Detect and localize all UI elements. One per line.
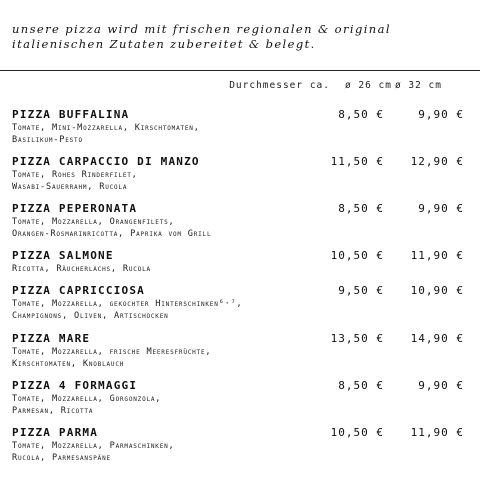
menu-item-4-formaggi [12, 379, 472, 417]
item-name: PIZZA CARPACCIO DI MANZO [12, 155, 200, 168]
price-32: 10,90 € [410, 284, 464, 297]
item-name: PIZZA PEPERONATA [12, 202, 138, 215]
item-description: Tomate, Mozzarella, frische Meeresfrüchte, Kirschtomaten, Knoblauch [12, 347, 212, 369]
size-header [0, 80, 480, 94]
size-26-label: ø 26 cm [344, 80, 392, 91]
price-32: 12,90 € [410, 155, 464, 168]
size-32-label: ø 32 cm [394, 80, 442, 91]
intro-line-1: unsere pizza wird mit frischen regionalen & original [12, 22, 391, 36]
price-32: 9,90 € [418, 379, 464, 392]
item-name: PIZZA SALMONE [12, 249, 114, 262]
item-name: PIZZA MARE [12, 332, 91, 345]
item-name: PIZZA CAPRICCIOSA [12, 284, 145, 297]
price-26: 8,50 € [338, 379, 384, 392]
menu-item-buffalina [12, 108, 472, 146]
item-description: Tomate, Mozzarella, gekochter Hinterschinken⁶·⁷, Champignons, Oliven, Artischocken [12, 299, 243, 321]
item-name: PIZZA 4 FORMAGGI [12, 379, 138, 392]
menu-item-peperonata [12, 202, 472, 240]
menu-item-parma [12, 426, 472, 464]
menu-item-salmone [12, 249, 472, 275]
intro-line-2: italienischen Zutaten zubereitet & belegt. [12, 37, 316, 51]
price-32: 9,90 € [418, 202, 464, 215]
menu-item-mare [12, 332, 472, 370]
item-description: Tomate, Rohes Rinderfilet, Wasabi-Sauerrahm, Rucola [12, 170, 138, 192]
price-26: 11,50 € [330, 155, 384, 168]
item-description: Ricotta, Räucherlachs, Rucola [12, 264, 151, 274]
item-description: Tomate, Mini-Mozzarella, Kirschtomaten, Basilikum-Pesto [12, 123, 200, 145]
price-32: 11,90 € [410, 249, 464, 262]
price-26: 10,50 € [330, 426, 384, 439]
item-description: Tomate, Mozzarella, Gorgonzola, Parmesan, Ricotta [12, 394, 162, 416]
price-26: 8,50 € [338, 202, 384, 215]
item-name: PIZZA PARMA [12, 426, 99, 439]
intro-text [12, 22, 472, 52]
price-26: 13,50 € [330, 332, 384, 345]
price-26: 10,50 € [330, 249, 384, 262]
price-26: 9,50 € [338, 284, 384, 297]
price-32: 14,90 € [410, 332, 464, 345]
diameter-label: Durchmesser ca. [229, 80, 330, 91]
item-description: Tomate, Mozzarella, Parmaschinken, Rucola, Parmesanspäne [12, 441, 175, 463]
menu-item-capricciosa [12, 284, 472, 322]
menu-item-carpaccio [12, 155, 472, 193]
price-32: 9,90 € [418, 108, 464, 121]
price-26: 8,50 € [338, 108, 384, 121]
item-name: PIZZA BUFFALINA [12, 108, 130, 121]
divider-line [0, 70, 480, 71]
item-description: Tomate, Mozzarella, Orangenfilets, Orangen-Rosmarinricotta, Paprika vom Grill [12, 217, 212, 239]
price-32: 11,90 € [410, 426, 464, 439]
